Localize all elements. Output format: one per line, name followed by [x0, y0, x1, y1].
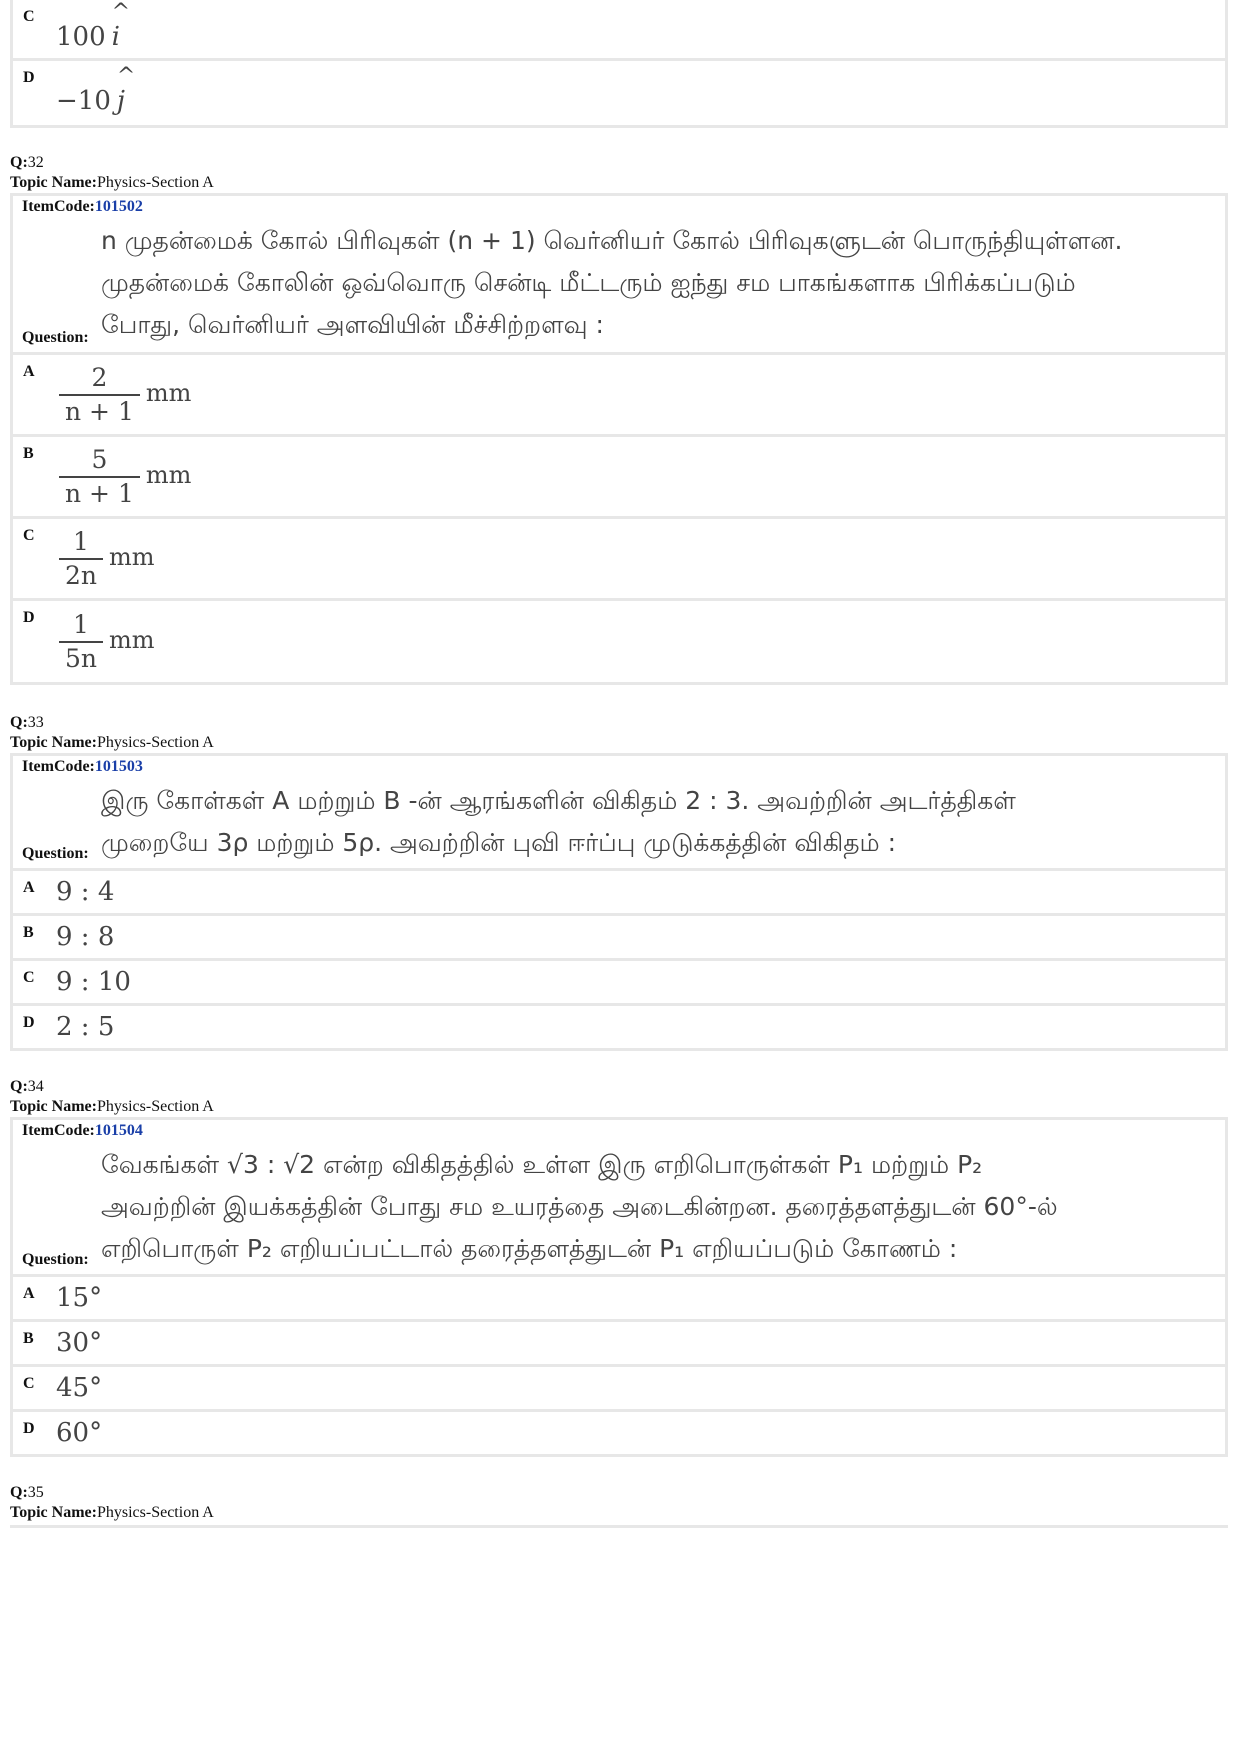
question-number: 35	[27, 1484, 44, 1501]
fraction: $\frac{1}{2n}$	[59, 528, 103, 590]
fraction: $\frac{1}{5n}$	[59, 611, 103, 673]
option-label: C	[23, 1375, 35, 1392]
option-label: A	[23, 363, 35, 380]
option-d[interactable]	[13, 61, 1225, 125]
option-label: D	[23, 609, 35, 626]
option-label: A	[23, 1285, 35, 1302]
option-label: D	[23, 1014, 35, 1031]
unit: mm	[145, 378, 192, 407]
exam-page	[10, 0, 1228, 1528]
question-block	[13, 756, 1225, 871]
option-text: 45°	[56, 1373, 103, 1403]
unit: mm	[145, 460, 192, 489]
question-number: 32	[27, 154, 44, 171]
option-label: A	[23, 879, 35, 896]
question-text: வேகங்கள் √3 : √2 என்ற விகிதத்தில் உள்ள இரு எறிபொருள்கள் P₁ மற்றும் P₂ அவற்றின் இயக்கத்தின் போது சம உயரத்தை அடைகின்றன. தரைத்தளத்துடன் 60°-ல் எறிபொருள் P₂ எறியப்பட்டால் தரைத்தளத்துடன் P₁ எறியப்படும் கோணம் :	[101, 1150, 1058, 1263]
option-label: C	[23, 969, 35, 986]
topic-label: Topic Name:	[10, 734, 97, 751]
option-label: B	[23, 1330, 34, 1347]
fraction: $\frac{2}{n + 1}$	[59, 364, 140, 426]
question-block	[13, 1120, 1225, 1277]
question-card	[10, 1117, 1228, 1457]
option-text: 9 : 10	[56, 967, 131, 997]
option-d[interactable]	[13, 1006, 1225, 1048]
vector-expression: 100 ^ i	[56, 22, 120, 52]
option-b[interactable]	[13, 1322, 1225, 1367]
question-card	[10, 193, 1228, 685]
topic-name: Physics-Section A	[96, 1098, 214, 1115]
question-header	[10, 1077, 1228, 1117]
divider	[10, 1525, 1228, 1528]
prev-question-options	[10, 0, 1228, 128]
item-code: ItemCode:101504	[22, 1122, 143, 1139]
topic-label: Topic Name:	[10, 1098, 97, 1115]
vector-expression: −10 ^ j	[56, 86, 125, 116]
q-label: Q:	[10, 1484, 28, 1501]
option-text: 30°	[56, 1328, 103, 1358]
option-label: D	[23, 69, 35, 86]
unit-vector-i: ^ i	[112, 22, 120, 52]
option-text: 60°	[56, 1418, 103, 1448]
option-a[interactable]	[13, 871, 1225, 916]
item-code: ItemCode:101503	[22, 758, 143, 775]
question-label: Question:	[22, 845, 89, 862]
unit: mm	[109, 542, 155, 571]
option-a[interactable]	[13, 355, 1225, 437]
option-label: B	[23, 445, 34, 462]
option-c[interactable]	[13, 1367, 1225, 1412]
question-label: Question:	[22, 329, 89, 346]
question-text: n முதன்மைக் கோல் பிரிவுகள் (n + 1) வெர்னியர் கோல் பிரிவுகளுடன் பொருந்தியுள்ளன. முதன்மைக் கோலின் ஒவ்வொரு சென்டி மீட்டரும் ஐந்து சம பாகங்களாக பிரிக்கப்படும் போது, வெர்னியர் அளவியின் மீச்சிற்றளவு :	[101, 226, 1123, 339]
topic-name: Physics-Section A	[96, 1504, 214, 1521]
option-d[interactable]	[13, 601, 1225, 682]
option-text: 9 : 4	[56, 877, 115, 907]
question-text: இரு கோள்கள் A மற்றும் B -ன் ஆரங்களின் விகிதம் 2 : 3. அவற்றின் அடர்த்திகள் முறையே 3ρ மற்றும் 5ρ. அவற்றின் புவி ஈர்ப்பு முடுக்கத்தின் விகிதம் :	[101, 786, 1016, 857]
question-card	[10, 753, 1228, 1051]
q-label: Q:	[10, 154, 28, 171]
question-header	[10, 153, 1228, 193]
option-b[interactable]	[13, 437, 1225, 519]
option-text: 9 : 8	[56, 922, 115, 952]
option-text: 15°	[56, 1283, 103, 1313]
question-number: 33	[27, 714, 44, 731]
option-label: D	[23, 1420, 35, 1437]
question-label: Question:	[22, 1251, 89, 1268]
question-number: 34	[27, 1078, 44, 1095]
option-label: C	[23, 8, 35, 25]
topic-label: Topic Name:	[10, 1504, 97, 1521]
option-d[interactable]	[13, 1412, 1225, 1454]
option-a[interactable]	[13, 1277, 1225, 1322]
topic-name: Physics-Section A	[96, 174, 214, 191]
question-header	[10, 713, 1228, 753]
option-label: C	[23, 527, 35, 544]
option-c[interactable]	[13, 961, 1225, 1006]
item-code: ItemCode:101502	[22, 198, 143, 215]
question-block	[13, 196, 1225, 355]
q-label: Q:	[10, 714, 28, 731]
option-text: 2 : 5	[56, 1012, 115, 1042]
topic-label: Topic Name:	[10, 174, 97, 191]
option-c[interactable]	[13, 519, 1225, 601]
topic-name: Physics-Section A	[96, 734, 214, 751]
fraction: $\frac{5}{n + 1}$	[59, 446, 140, 508]
option-b[interactable]	[13, 916, 1225, 961]
question-header	[10, 1483, 1228, 1523]
option-c[interactable]	[13, 0, 1225, 61]
unit-vector-j: ^ j	[117, 86, 125, 116]
unit: mm	[109, 625, 155, 654]
option-label: B	[23, 924, 34, 941]
q-label: Q:	[10, 1078, 28, 1095]
